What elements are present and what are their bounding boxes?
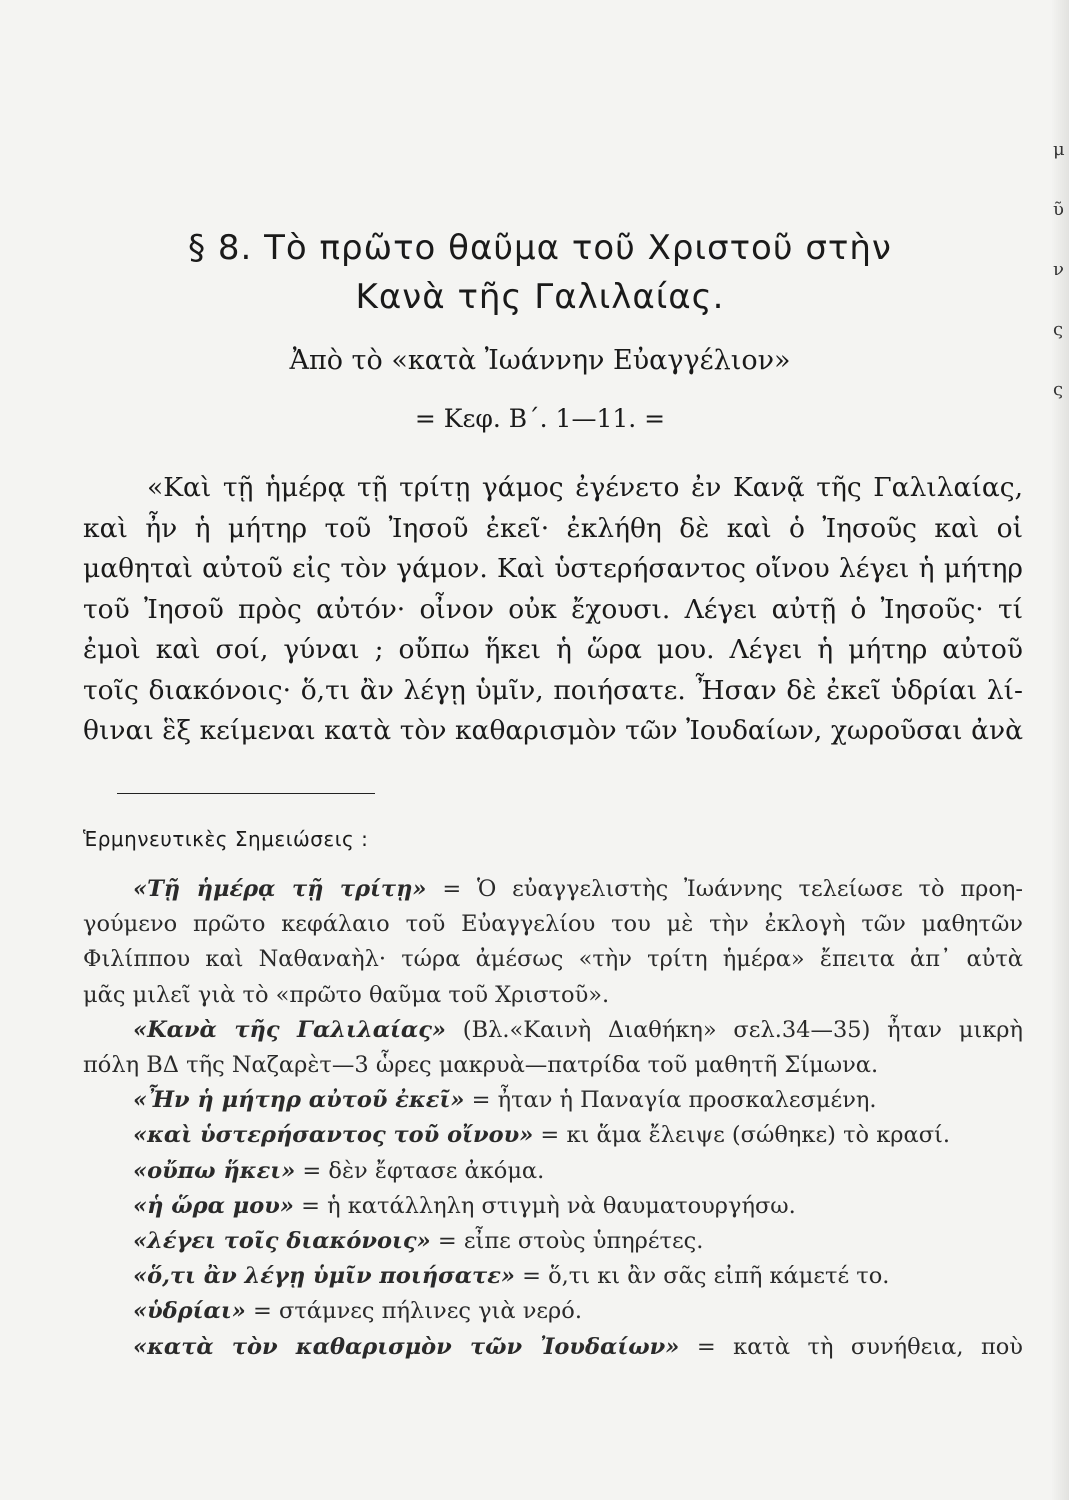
next-page-letters (1053, 120, 1067, 420)
note-text: (Βλ.«Καινὴ Διαθήκη» σελ.34—35) ἦταν μικρὴ (446, 1016, 1023, 1043)
interpretive-notes (83, 872, 1023, 1365)
note-term: «κατὰ τὸν καθαρισμὸν τῶν Ἰουδαίων» (133, 1333, 680, 1360)
chapter-title-line-2: Κανὰ τῆς Γαλιλαίας. (355, 277, 725, 317)
note-term: «Τῇ ἡμέρᾳ τῇ τρίτῃ» (133, 876, 427, 902)
note-line (83, 1013, 1023, 1048)
scripture-line: θιναι ἓξ κείμεναι κατὰ τὸν καθαρισμὸν τῶν Ἰουδαίων, χωροῦσαι ἀνὰ (83, 715, 1023, 746)
note-line (83, 1083, 1023, 1118)
edge-letter: ς (1053, 319, 1064, 340)
note-line (83, 1224, 1023, 1259)
note-text: Φιλίππου καὶ Ναθαναὴλ· τώρα ἀμέσως «τὴν τρίτη ἡμέρα» ἔπειτα ἀπ᾽ αὐτὰ (83, 946, 1023, 973)
chapter-title-line-1: § 8. Τὸ πρῶτο θαῦμα τοῦ Χριστοῦ στὴν (188, 228, 892, 268)
note-term: «ὅ,τι ἂν λέγῃ ὑμῖν ποιήσατε» (133, 1263, 515, 1290)
note-text: = ὅ,τι κι ἂν σᾶς εἰπῆ κάμετέ το. (514, 1263, 890, 1290)
note-term: «ἡ ὥρα μου» (133, 1192, 294, 1219)
note-text: = δὲν ἔφτασε ἀκόμα. (295, 1157, 545, 1184)
edge-letter: ς (1053, 379, 1064, 400)
note-text: = Ὁ εὐαγγελιστὴς Ἰωάννης τελείωσε τὸ προη- (426, 876, 1023, 902)
scripture-line: «Καὶ τῇ ἡμέρᾳ τῇ τρίτῃ γάμος ἐγένετο ἐν Κανᾷ τῆς Γαλιλαίας, (147, 472, 1023, 503)
note-text: γούμενο πρῶτο κεφάλαιο τοῦ Εὐαγγελίου του μὲ τὴν ἐκλογὴ τῶν μαθητῶν (83, 911, 1023, 938)
note-line (83, 1294, 1023, 1329)
note-term: «καὶ ὑστερήσαντος τοῦ οἴνου» (133, 1122, 534, 1149)
note-text: μᾶς μιλεῖ γιὰ τὸ «πρῶτο θαῦμα τοῦ Χριστοῦ». (83, 981, 610, 1008)
note-line (83, 872, 1023, 907)
edge-letter: ῦ (1053, 199, 1064, 220)
note-text: = ἡ κατάλληλη στιγμὴ νὰ θαυματουργήσω. (293, 1192, 796, 1219)
note-term: «οὔπω ἥκει» (133, 1157, 296, 1184)
scripture-line: καὶ ἦν ἡ μήτηρ τοῦ Ἰησοῦ ἐκεῖ· ἐκλήθη δὲ καὶ ὁ Ἰησοῦς καὶ οἱ (83, 512, 1023, 544)
note-line (83, 1189, 1023, 1224)
note-text: πόλη ΒΔ τῆς Ναζαρὲτ—3 ὧρες μακρυὰ—πατρίδα τοῦ μαθητῆ Σίμωνα. (83, 1052, 879, 1079)
footnote-divider (117, 793, 375, 794)
notes-heading: Ἑρμηνευτικὲς Σημειώσεις : (83, 827, 369, 851)
note-text: = κι ἅμα ἔλειψε (σώθηκε) τὸ κρασί. (533, 1122, 951, 1149)
scripture-line: ἐμοὶ καὶ σοί, γύναι ; οὔπω ἥκει ἡ ὥρα μου. Λέγει ἡ μήτηρ αὐτοῦ (83, 634, 1023, 665)
note-term: «ὑδρίαι» (133, 1298, 246, 1325)
chapter-verses: = Κεφ. Β΄. 1—11. = (414, 404, 666, 433)
note-line (83, 978, 1023, 1013)
note-text: = κατὰ τὴ συνήθεια, ποὺ (679, 1333, 1023, 1360)
note-line (83, 1259, 1023, 1294)
note-term: «Ἦν ἡ μήτηρ αὐτοῦ ἐκεῖ» (133, 1087, 465, 1114)
note-line (83, 1118, 1023, 1153)
note-line (83, 1048, 1023, 1083)
note-text: = εἶπε στοὺς ὑπηρέτες. (430, 1228, 704, 1255)
note-line (83, 942, 1023, 977)
note-term: «λέγει τοῖς διακόνοις» (133, 1228, 431, 1255)
note-text: = στάμνες πήλινες γιὰ νερό. (245, 1298, 582, 1325)
scripture-line: μαθηταὶ αὐτοῦ εἰς τὸν γάμον. Καὶ ὑστερήσαντος οἴνου λέγει ἡ μήτηρ (83, 553, 1023, 584)
note-text: = ἦταν ἡ Παναγία προσκαλεσμένη. (464, 1087, 877, 1114)
scripture-line: τοῦ Ἰησοῦ πρὸς αὐτόν· οἶνον οὐκ ἔχουσι. Λέγει αὐτῇ ὁ Ἰησοῦς· τί (83, 593, 1023, 625)
note-line (83, 1154, 1023, 1189)
edge-letter: ν (1053, 259, 1064, 280)
note-term: «Κανὰ τῆς Γαλιλαίας» (133, 1016, 446, 1043)
note-line (83, 1330, 1023, 1365)
scripture-line: τοῖς διακόνοις· ὅ,τι ἂν λέγῃ ὑμῖν, ποιήσατε. Ἦσαν δὲ ἐκεῖ ὑδρίαι λί- (83, 674, 1023, 706)
source-reference: Ἀπὸ τὸ «κατὰ Ἰωάννην Εὐαγγέλιον» (289, 345, 791, 376)
note-line (83, 907, 1023, 942)
scripture-text (83, 468, 1023, 752)
edge-letter: μ (1053, 139, 1065, 160)
next-page-edge (1051, 0, 1069, 1500)
